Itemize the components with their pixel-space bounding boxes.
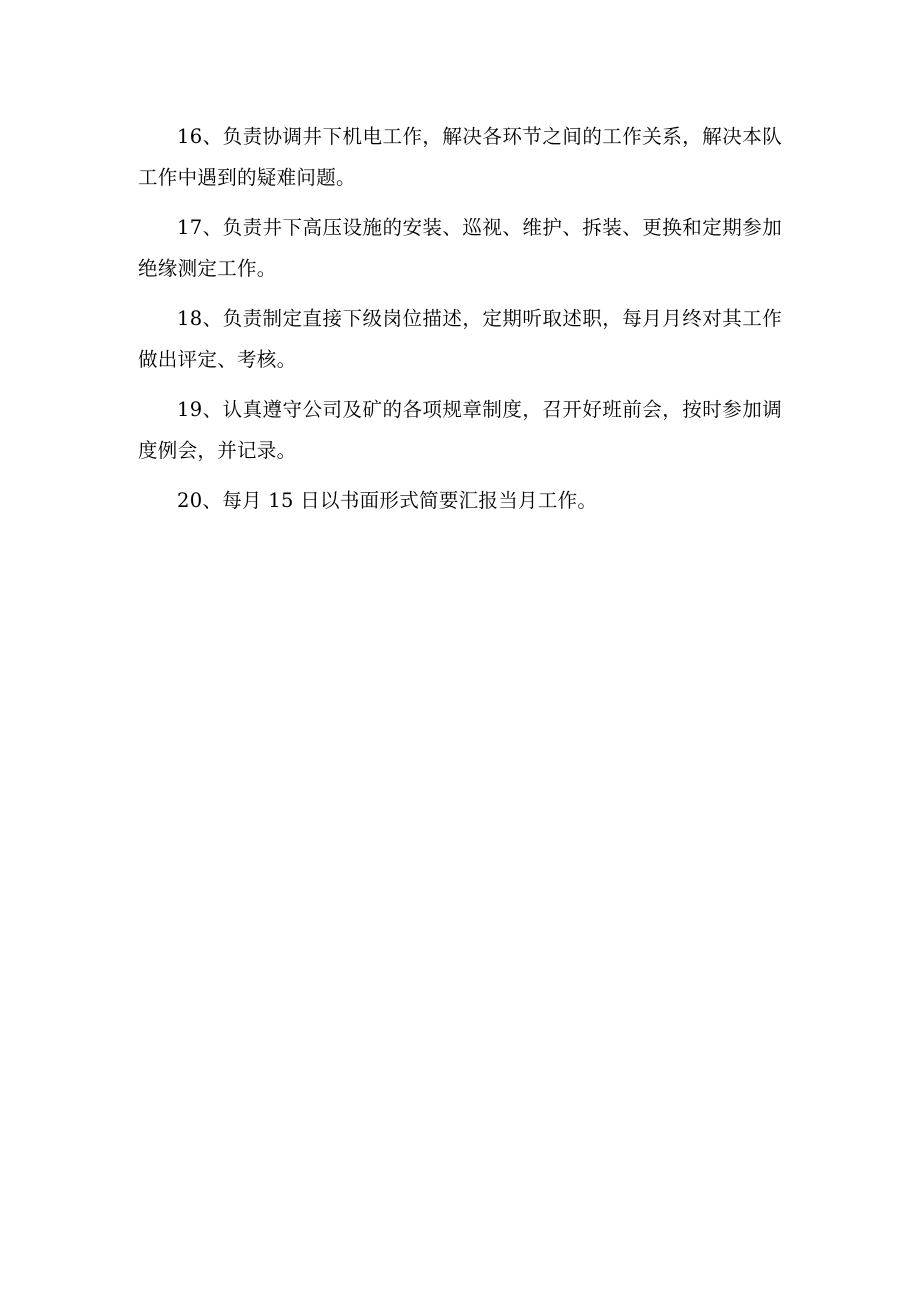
document-body	[138, 116, 782, 530]
paragraph-19: 19、认真遵守公司及矿的各项规章制度，召开好班前会，按时参加调度例会，并记录。	[138, 398, 782, 462]
paragraph-17: 17、负责井下高压设施的安装、巡视、维护、拆装、更换和定期参加绝缘测定工作。	[138, 216, 782, 280]
paragraph-18: 18、负责制定直接下级岗位描述，定期听取述职，每月月终对其工作做出评定、考核。	[138, 307, 782, 371]
paragraph-20: 20、每月 15 日以书面形式简要汇报当月工作。	[177, 489, 598, 512]
paragraph-16: 16、负责协调井下机电工作，解决各环节之间的工作关系，解决本队工作中遇到的疑难问题。	[138, 125, 782, 189]
